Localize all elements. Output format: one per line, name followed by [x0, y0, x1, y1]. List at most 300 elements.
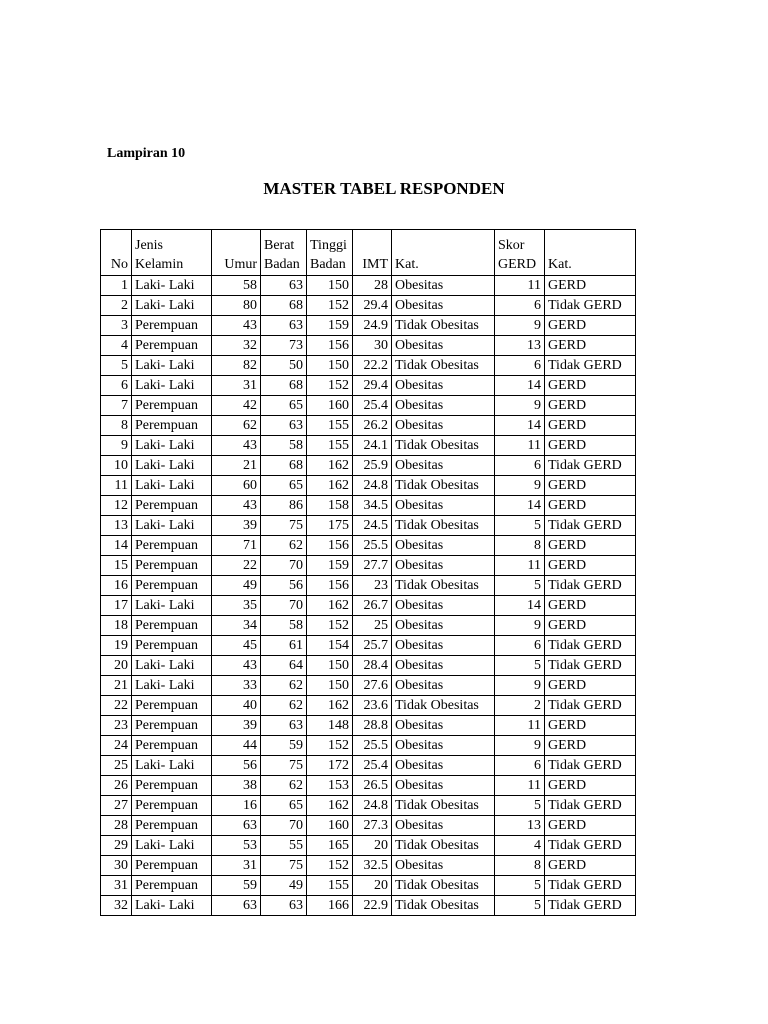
- cell-imt: 29.4: [353, 376, 392, 396]
- table-row: [101, 896, 636, 916]
- cell-skor-gerd: 5: [495, 896, 545, 916]
- cell-tinggi-badan: 162: [307, 696, 353, 716]
- table-row: [101, 836, 636, 856]
- header-skor-gerd: [495, 230, 545, 276]
- cell-skor-gerd: 14: [495, 376, 545, 396]
- cell-berat-badan: 86: [261, 496, 307, 516]
- cell-kategori-gerd: GERD: [545, 376, 636, 396]
- cell-no: 7: [101, 396, 132, 416]
- cell-no: 8: [101, 416, 132, 436]
- cell-no: 5: [101, 356, 132, 376]
- cell-kategori-gerd: GERD: [545, 476, 636, 496]
- cell-imt: 23: [353, 576, 392, 596]
- cell-berat-badan: 75: [261, 516, 307, 536]
- cell-berat-badan: 68: [261, 296, 307, 316]
- cell-skor-gerd: 5: [495, 576, 545, 596]
- table-row: [101, 516, 636, 536]
- cell-imt: 25.5: [353, 536, 392, 556]
- cell-umur: 31: [212, 856, 261, 876]
- cell-jenis-kelamin: Perempuan: [132, 336, 212, 356]
- cell-skor-gerd: 8: [495, 856, 545, 876]
- cell-umur: 31: [212, 376, 261, 396]
- cell-tinggi-badan: 159: [307, 556, 353, 576]
- cell-umur: 71: [212, 536, 261, 556]
- table-row: [101, 476, 636, 496]
- cell-jenis-kelamin: Laki- Laki: [132, 656, 212, 676]
- cell-tinggi-badan: 152: [307, 376, 353, 396]
- header-gerd-label: GERD: [498, 257, 537, 272]
- cell-imt: 24.9: [353, 316, 392, 336]
- cell-tinggi-badan: 160: [307, 396, 353, 416]
- cell-umur: 35: [212, 596, 261, 616]
- cell-berat-badan: 75: [261, 756, 307, 776]
- cell-imt: 22.9: [353, 896, 392, 916]
- cell-kategori-gerd: GERD: [545, 276, 636, 296]
- cell-tinggi-badan: 155: [307, 416, 353, 436]
- cell-kategori-obesitas: Tidak Obesitas: [392, 516, 495, 536]
- cell-skor-gerd: 6: [495, 456, 545, 476]
- cell-kategori-gerd: GERD: [545, 536, 636, 556]
- cell-berat-badan: 70: [261, 596, 307, 616]
- cell-kategori-obesitas: Obesitas: [392, 816, 495, 836]
- cell-umur: 43: [212, 496, 261, 516]
- cell-tinggi-badan: 148: [307, 716, 353, 736]
- table-row: [101, 816, 636, 836]
- cell-berat-badan: 58: [261, 436, 307, 456]
- cell-berat-badan: 55: [261, 836, 307, 856]
- cell-kategori-gerd: Tidak GERD: [545, 516, 636, 536]
- cell-berat-badan: 62: [261, 696, 307, 716]
- cell-berat-badan: 61: [261, 636, 307, 656]
- cell-umur: 34: [212, 616, 261, 636]
- cell-kategori-obesitas: Obesitas: [392, 276, 495, 296]
- cell-tinggi-badan: 152: [307, 856, 353, 876]
- header-kat-label: Kat.: [395, 257, 419, 272]
- cell-imt: 34.5: [353, 496, 392, 516]
- cell-berat-badan: 49: [261, 876, 307, 896]
- cell-berat-badan: 68: [261, 376, 307, 396]
- cell-berat-badan: 63: [261, 896, 307, 916]
- cell-tinggi-badan: 152: [307, 616, 353, 636]
- table-row: [101, 496, 636, 516]
- cell-umur: 58: [212, 276, 261, 296]
- cell-jenis-kelamin: Perempuan: [132, 796, 212, 816]
- cell-no: 15: [101, 556, 132, 576]
- cell-no: 1: [101, 276, 132, 296]
- cell-imt: 24.8: [353, 796, 392, 816]
- cell-imt: 20: [353, 836, 392, 856]
- cell-kategori-gerd: GERD: [545, 556, 636, 576]
- table-row: [101, 796, 636, 816]
- cell-berat-badan: 62: [261, 536, 307, 556]
- cell-jenis-kelamin: Perempuan: [132, 776, 212, 796]
- cell-tinggi-badan: 150: [307, 656, 353, 676]
- cell-skor-gerd: 11: [495, 716, 545, 736]
- cell-kategori-obesitas: Obesitas: [392, 296, 495, 316]
- cell-no: 26: [101, 776, 132, 796]
- table-header: [101, 230, 636, 276]
- cell-kategori-obesitas: Tidak Obesitas: [392, 836, 495, 856]
- table-row: [101, 776, 636, 796]
- cell-imt: 24.1: [353, 436, 392, 456]
- cell-no: 9: [101, 436, 132, 456]
- cell-berat-badan: 50: [261, 356, 307, 376]
- table-row: [101, 276, 636, 296]
- cell-umur: 43: [212, 436, 261, 456]
- cell-jenis-kelamin: Perempuan: [132, 876, 212, 896]
- cell-kategori-gerd: GERD: [545, 856, 636, 876]
- table-row: [101, 396, 636, 416]
- cell-skor-gerd: 6: [495, 356, 545, 376]
- cell-imt: 24.5: [353, 516, 392, 536]
- cell-umur: 39: [212, 516, 261, 536]
- cell-jenis-kelamin: Perempuan: [132, 536, 212, 556]
- cell-umur: 45: [212, 636, 261, 656]
- cell-umur: 43: [212, 656, 261, 676]
- cell-jenis-kelamin: Perempuan: [132, 576, 212, 596]
- table-row: [101, 436, 636, 456]
- cell-berat-badan: 62: [261, 676, 307, 696]
- cell-kategori-gerd: GERD: [545, 816, 636, 836]
- cell-umur: 21: [212, 456, 261, 476]
- cell-kategori-gerd: GERD: [545, 596, 636, 616]
- cell-jenis-kelamin: Laki- Laki: [132, 836, 212, 856]
- cell-no: 27: [101, 796, 132, 816]
- cell-umur: 60: [212, 476, 261, 496]
- cell-no: 22: [101, 696, 132, 716]
- cell-berat-badan: 63: [261, 316, 307, 336]
- cell-imt: 25.4: [353, 396, 392, 416]
- cell-berat-badan: 62: [261, 776, 307, 796]
- table-row: [101, 556, 636, 576]
- cell-berat-badan: 65: [261, 396, 307, 416]
- cell-skor-gerd: 14: [495, 416, 545, 436]
- table-row: [101, 536, 636, 556]
- table-row: [101, 736, 636, 756]
- table-row: [101, 756, 636, 776]
- cell-no: 3: [101, 316, 132, 336]
- cell-no: 4: [101, 336, 132, 356]
- cell-tinggi-badan: 156: [307, 336, 353, 356]
- cell-skor-gerd: 5: [495, 876, 545, 896]
- cell-kategori-obesitas: Tidak Obesitas: [392, 356, 495, 376]
- cell-umur: 63: [212, 816, 261, 836]
- cell-imt: 20: [353, 876, 392, 896]
- cell-tinggi-badan: 150: [307, 276, 353, 296]
- cell-imt: 27.3: [353, 816, 392, 836]
- cell-skor-gerd: 11: [495, 556, 545, 576]
- cell-skor-gerd: 9: [495, 316, 545, 336]
- cell-tinggi-badan: 156: [307, 576, 353, 596]
- cell-skor-gerd: 5: [495, 656, 545, 676]
- cell-kategori-obesitas: Tidak Obesitas: [392, 436, 495, 456]
- cell-kategori-gerd: GERD: [545, 716, 636, 736]
- cell-kategori-obesitas: Obesitas: [392, 636, 495, 656]
- cell-jenis-kelamin: Perempuan: [132, 636, 212, 656]
- cell-jenis-kelamin: Laki- Laki: [132, 356, 212, 376]
- cell-imt: 26.5: [353, 776, 392, 796]
- cell-kategori-gerd: Tidak GERD: [545, 576, 636, 596]
- cell-tinggi-badan: 158: [307, 496, 353, 516]
- cell-kategori-obesitas: Tidak Obesitas: [392, 696, 495, 716]
- cell-no: 6: [101, 376, 132, 396]
- cell-kategori-gerd: Tidak GERD: [545, 656, 636, 676]
- cell-umur: 63: [212, 896, 261, 916]
- cell-kategori-gerd: Tidak GERD: [545, 456, 636, 476]
- cell-tinggi-badan: 162: [307, 596, 353, 616]
- cell-kategori-gerd: GERD: [545, 776, 636, 796]
- table-row: [101, 296, 636, 316]
- cell-jenis-kelamin: Laki- Laki: [132, 476, 212, 496]
- cell-berat-badan: 68: [261, 456, 307, 476]
- cell-kategori-obesitas: Obesitas: [392, 336, 495, 356]
- cell-kategori-obesitas: Obesitas: [392, 756, 495, 776]
- cell-berat-badan: 65: [261, 476, 307, 496]
- header-skor-label: Skor: [498, 238, 525, 253]
- cell-jenis-kelamin: Perempuan: [132, 316, 212, 336]
- cell-tinggi-badan: 162: [307, 476, 353, 496]
- cell-kategori-obesitas: Obesitas: [392, 716, 495, 736]
- cell-skor-gerd: 13: [495, 816, 545, 836]
- cell-umur: 59: [212, 876, 261, 896]
- cell-skor-gerd: 9: [495, 396, 545, 416]
- cell-kategori-obesitas: Obesitas: [392, 396, 495, 416]
- cell-skor-gerd: 14: [495, 496, 545, 516]
- header-kat-gerd: [545, 230, 636, 276]
- cell-no: 11: [101, 476, 132, 496]
- cell-jenis-kelamin: Perempuan: [132, 416, 212, 436]
- cell-kategori-gerd: Tidak GERD: [545, 896, 636, 916]
- cell-umur: 43: [212, 316, 261, 336]
- header-imt: [353, 230, 392, 276]
- cell-skor-gerd: 9: [495, 616, 545, 636]
- cell-umur: 80: [212, 296, 261, 316]
- cell-no: 24: [101, 736, 132, 756]
- cell-imt: 29.4: [353, 296, 392, 316]
- cell-jenis-kelamin: Perempuan: [132, 696, 212, 716]
- table-row: [101, 676, 636, 696]
- cell-kategori-obesitas: Obesitas: [392, 676, 495, 696]
- cell-imt: 30: [353, 336, 392, 356]
- cell-tinggi-badan: 172: [307, 756, 353, 776]
- cell-tinggi-badan: 150: [307, 356, 353, 376]
- cell-skor-gerd: 11: [495, 436, 545, 456]
- cell-kategori-obesitas: Tidak Obesitas: [392, 316, 495, 336]
- table-row: [101, 616, 636, 636]
- cell-kategori-gerd: Tidak GERD: [545, 696, 636, 716]
- cell-jenis-kelamin: Perempuan: [132, 396, 212, 416]
- cell-berat-badan: 70: [261, 816, 307, 836]
- cell-kategori-obesitas: Obesitas: [392, 736, 495, 756]
- cell-imt: 27.6: [353, 676, 392, 696]
- cell-skor-gerd: 11: [495, 776, 545, 796]
- cell-kategori-obesitas: Tidak Obesitas: [392, 576, 495, 596]
- header-umur: [212, 230, 261, 276]
- table-row: [101, 876, 636, 896]
- header-kelamin-label: Kelamin: [135, 257, 184, 272]
- cell-jenis-kelamin: Laki- Laki: [132, 276, 212, 296]
- cell-kategori-obesitas: Obesitas: [392, 496, 495, 516]
- cell-umur: 56: [212, 756, 261, 776]
- cell-umur: 62: [212, 416, 261, 436]
- header-badan-label: Badan: [264, 257, 300, 272]
- cell-skor-gerd: 13: [495, 336, 545, 356]
- cell-imt: 28.4: [353, 656, 392, 676]
- cell-imt: 28.8: [353, 716, 392, 736]
- cell-jenis-kelamin: Perempuan: [132, 856, 212, 876]
- cell-no: 30: [101, 856, 132, 876]
- cell-tinggi-badan: 154: [307, 636, 353, 656]
- cell-tinggi-badan: 160: [307, 816, 353, 836]
- cell-tinggi-badan: 155: [307, 436, 353, 456]
- cell-kategori-gerd: Tidak GERD: [545, 836, 636, 856]
- cell-tinggi-badan: 166: [307, 896, 353, 916]
- header-no: [101, 230, 132, 276]
- cell-no: 16: [101, 576, 132, 596]
- cell-kategori-obesitas: Obesitas: [392, 776, 495, 796]
- cell-umur: 39: [212, 716, 261, 736]
- cell-umur: 38: [212, 776, 261, 796]
- cell-jenis-kelamin: Laki- Laki: [132, 456, 212, 476]
- cell-kategori-obesitas: Tidak Obesitas: [392, 896, 495, 916]
- cell-kategori-obesitas: Tidak Obesitas: [392, 876, 495, 896]
- cell-no: 31: [101, 876, 132, 896]
- cell-berat-badan: 56: [261, 576, 307, 596]
- cell-imt: 23.6: [353, 696, 392, 716]
- cell-imt: 22.2: [353, 356, 392, 376]
- cell-no: 25: [101, 756, 132, 776]
- cell-no: 17: [101, 596, 132, 616]
- cell-kategori-gerd: GERD: [545, 496, 636, 516]
- table-row: [101, 716, 636, 736]
- cell-no: 13: [101, 516, 132, 536]
- cell-kategori-gerd: GERD: [545, 676, 636, 696]
- header-row: [101, 230, 636, 276]
- cell-berat-badan: 63: [261, 416, 307, 436]
- header-umur-label: Umur: [224, 257, 257, 272]
- cell-kategori-obesitas: Tidak Obesitas: [392, 796, 495, 816]
- cell-jenis-kelamin: Perempuan: [132, 556, 212, 576]
- table-row: [101, 316, 636, 336]
- cell-no: 19: [101, 636, 132, 656]
- cell-imt: 25.4: [353, 756, 392, 776]
- cell-kategori-obesitas: Obesitas: [392, 616, 495, 636]
- cell-tinggi-badan: 156: [307, 536, 353, 556]
- cell-imt: 27.7: [353, 556, 392, 576]
- header-kat2-label: Kat.: [548, 257, 572, 272]
- table-row: [101, 376, 636, 396]
- cell-kategori-gerd: Tidak GERD: [545, 636, 636, 656]
- cell-jenis-kelamin: Laki- Laki: [132, 596, 212, 616]
- cell-berat-badan: 58: [261, 616, 307, 636]
- cell-umur: 32: [212, 336, 261, 356]
- cell-tinggi-badan: 150: [307, 676, 353, 696]
- cell-jenis-kelamin: Perempuan: [132, 496, 212, 516]
- header-berat-label: Berat: [264, 238, 295, 253]
- header-no-label: No: [110, 257, 128, 272]
- cell-berat-badan: 63: [261, 276, 307, 296]
- cell-skor-gerd: 6: [495, 756, 545, 776]
- cell-imt: 32.5: [353, 856, 392, 876]
- cell-umur: 22: [212, 556, 261, 576]
- header-tinggi-label: Tinggi: [310, 238, 347, 253]
- cell-kategori-gerd: Tidak GERD: [545, 756, 636, 776]
- cell-skor-gerd: 9: [495, 736, 545, 756]
- cell-imt: 25.7: [353, 636, 392, 656]
- cell-berat-badan: 65: [261, 796, 307, 816]
- cell-berat-badan: 64: [261, 656, 307, 676]
- cell-tinggi-badan: 162: [307, 456, 353, 476]
- cell-imt: 26.2: [353, 416, 392, 436]
- cell-skor-gerd: 14: [495, 596, 545, 616]
- cell-kategori-obesitas: Obesitas: [392, 856, 495, 876]
- cell-skor-gerd: 6: [495, 636, 545, 656]
- cell-umur: 40: [212, 696, 261, 716]
- table-row: [101, 696, 636, 716]
- cell-berat-badan: 63: [261, 716, 307, 736]
- cell-tinggi-badan: 159: [307, 316, 353, 336]
- cell-berat-badan: 75: [261, 856, 307, 876]
- cell-berat-badan: 59: [261, 736, 307, 756]
- cell-imt: 25.9: [353, 456, 392, 476]
- cell-no: 29: [101, 836, 132, 856]
- cell-kategori-gerd: GERD: [545, 416, 636, 436]
- cell-jenis-kelamin: Laki- Laki: [132, 756, 212, 776]
- cell-jenis-kelamin: Laki- Laki: [132, 516, 212, 536]
- cell-jenis-kelamin: Perempuan: [132, 736, 212, 756]
- cell-jenis-kelamin: Laki- Laki: [132, 436, 212, 456]
- cell-umur: 42: [212, 396, 261, 416]
- cell-no: 23: [101, 716, 132, 736]
- cell-imt: 26.7: [353, 596, 392, 616]
- cell-tinggi-badan: 175: [307, 516, 353, 536]
- cell-no: 12: [101, 496, 132, 516]
- table-row: [101, 856, 636, 876]
- cell-kategori-gerd: GERD: [545, 736, 636, 756]
- cell-jenis-kelamin: Perempuan: [132, 716, 212, 736]
- cell-no: 21: [101, 676, 132, 696]
- cell-kategori-obesitas: Obesitas: [392, 416, 495, 436]
- cell-kategori-obesitas: Obesitas: [392, 556, 495, 576]
- cell-imt: 25.5: [353, 736, 392, 756]
- cell-umur: 16: [212, 796, 261, 816]
- header-tinggi-badan: [307, 230, 353, 276]
- cell-kategori-gerd: GERD: [545, 396, 636, 416]
- cell-no: 18: [101, 616, 132, 636]
- cell-tinggi-badan: 162: [307, 796, 353, 816]
- cell-jenis-kelamin: Perempuan: [132, 616, 212, 636]
- cell-skor-gerd: 9: [495, 676, 545, 696]
- cell-kategori-obesitas: Obesitas: [392, 376, 495, 396]
- table-row: [101, 456, 636, 476]
- cell-kategori-gerd: Tidak GERD: [545, 296, 636, 316]
- respondent-table: [100, 229, 636, 916]
- cell-imt: 24.8: [353, 476, 392, 496]
- cell-kategori-obesitas: Tidak Obesitas: [392, 476, 495, 496]
- page-title: MASTER TABEL RESPONDEN: [263, 179, 505, 198]
- cell-jenis-kelamin: Laki- Laki: [132, 296, 212, 316]
- cell-no: 32: [101, 896, 132, 916]
- cell-skor-gerd: 8: [495, 536, 545, 556]
- cell-skor-gerd: 2: [495, 696, 545, 716]
- cell-kategori-gerd: Tidak GERD: [545, 796, 636, 816]
- header-jenis-kelamin: [132, 230, 212, 276]
- cell-tinggi-badan: 153: [307, 776, 353, 796]
- table-row: [101, 576, 636, 596]
- cell-umur: 53: [212, 836, 261, 856]
- cell-berat-badan: 70: [261, 556, 307, 576]
- cell-skor-gerd: 11: [495, 276, 545, 296]
